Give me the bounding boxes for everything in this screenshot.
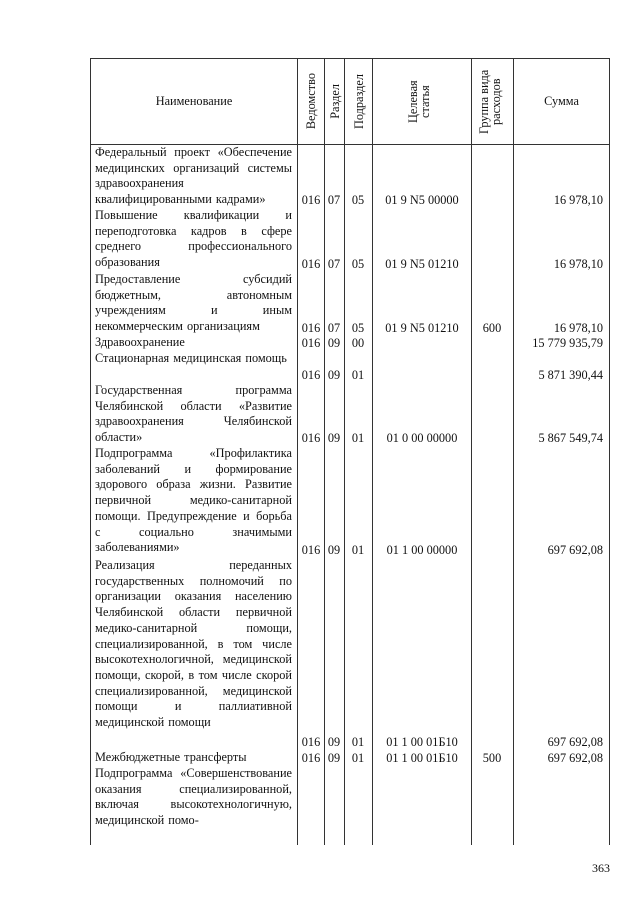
cell-sum: 16 978,10 — [553, 257, 603, 271]
cell-sum: 16 978,10 — [553, 321, 603, 335]
cell-section: 07 — [327, 257, 341, 271]
cell-sum: 5 867 549,74 — [538, 431, 603, 445]
col-border — [513, 58, 514, 845]
col-border — [90, 58, 91, 845]
cell-department: 016 — [301, 321, 321, 335]
header-expense-group: Группа вида расходов — [476, 69, 503, 134]
col-border — [372, 58, 373, 845]
row-name: Межбюджетные трансферты — [95, 750, 247, 764]
header-section: Раздел — [327, 84, 342, 119]
cell-sum: 5 871 390,44 — [538, 368, 603, 382]
cell-section: 09 — [327, 735, 341, 749]
cell-target-article: 01 0 00 00000 — [386, 431, 458, 445]
cell-sum: 697 692,08 — [547, 735, 603, 749]
cell-sum: 697 692,08 — [547, 751, 603, 765]
cell-sum: 697 692,08 — [547, 543, 603, 557]
cell-target-article: 01 9 N5 00000 — [385, 193, 459, 207]
cell-subsection: 01 — [351, 735, 365, 749]
cell-expense-group: 500 — [482, 751, 502, 765]
col-border — [297, 58, 298, 845]
cell-department: 016 — [301, 368, 321, 382]
cell-subsection: 05 — [351, 321, 365, 335]
cell-department: 016 — [301, 735, 321, 749]
cell-subsection: 01 — [351, 543, 365, 557]
cell-target-article: 01 9 N5 01210 — [385, 257, 459, 271]
cell-subsection: 05 — [351, 257, 365, 271]
row-name: Подпрограмма «Совершенствование оказания специализированной, включая высокотехнологичную, медицинской помо- — [95, 766, 292, 828]
row-name: Здравоохранение — [95, 335, 185, 349]
cell-department: 016 — [301, 751, 321, 765]
col-border — [471, 58, 472, 845]
cell-expense-group: 600 — [482, 321, 502, 335]
row-name: Повышение квалификации и переподготовка кадров в сфере среднего профессионального образования — [95, 208, 292, 270]
cell-target-article: 01 1 00 01Б10 — [386, 735, 458, 749]
col-border — [324, 58, 325, 845]
header-department: Ведомство — [304, 73, 318, 130]
cell-subsection: 05 — [351, 193, 365, 207]
col-border — [609, 58, 610, 845]
cell-target-article: 01 9 N5 01210 — [385, 321, 459, 335]
cell-section: 09 — [327, 368, 341, 382]
cell-sum: 15 779 935,79 — [532, 336, 603, 350]
cell-section: 09 — [327, 543, 341, 557]
cell-subsection: 00 — [351, 336, 365, 350]
cell-section: 09 — [327, 336, 341, 350]
cell-section: 07 — [327, 321, 341, 335]
header-subsection: Подраздел — [351, 73, 366, 130]
cell-section: 07 — [327, 193, 341, 207]
cell-target-article: 01 1 00 01Б10 — [386, 751, 458, 765]
cell-section: 09 — [327, 431, 341, 445]
cell-sum: 16 978,10 — [553, 193, 603, 207]
cell-department: 016 — [301, 336, 321, 350]
cell-department: 016 — [301, 193, 321, 207]
cell-department: 016 — [301, 543, 321, 557]
cell-section: 09 — [327, 751, 341, 765]
cell-subsection: 01 — [351, 431, 365, 445]
col-border — [344, 58, 345, 845]
header-sum: Сумма — [544, 94, 579, 108]
row-name: Стационарная медицинская помощь — [95, 351, 287, 365]
cell-subsection: 01 — [351, 368, 365, 382]
row-name: Предоставление субсидий бюджетным, автономным учреждениям и иным некоммерческим организациям — [95, 272, 292, 334]
cell-target-article: 01 1 00 00000 — [386, 543, 458, 557]
cell-subsection: 01 — [351, 751, 365, 765]
header-target-article: Целевая статья — [406, 80, 432, 123]
row-name: Федеральный проект «Обеспечение медицинских организаций системы здравоохранения квалифицированными кадрами» — [95, 145, 292, 207]
row-name: Государственная программа Челябинской области «Развитие здравоохранения Челябинской области» — [95, 383, 292, 445]
header-name: Наименование — [155, 94, 233, 108]
cell-department: 016 — [301, 257, 321, 271]
row-name: Подпрограмма «Профилактика заболеваний и формирование здорового образа жизни. Развитие первичной медико-санитарной помощи. Предупреждение и борьба с социально значимыми заболеваниями» — [95, 446, 292, 555]
row-name: Реализация переданных государственных полномочий по организации оказания населению Челябинской области первичной медико-санитарной помощи, специализированной, в том числе высокотехнологичной, медицинской помощи, скорой, в том числе скорой специализированной, медицинской помощи и паллиативной медицинской помощи — [95, 558, 292, 730]
cell-department: 016 — [301, 431, 321, 445]
page-number: 363 — [592, 861, 610, 875]
